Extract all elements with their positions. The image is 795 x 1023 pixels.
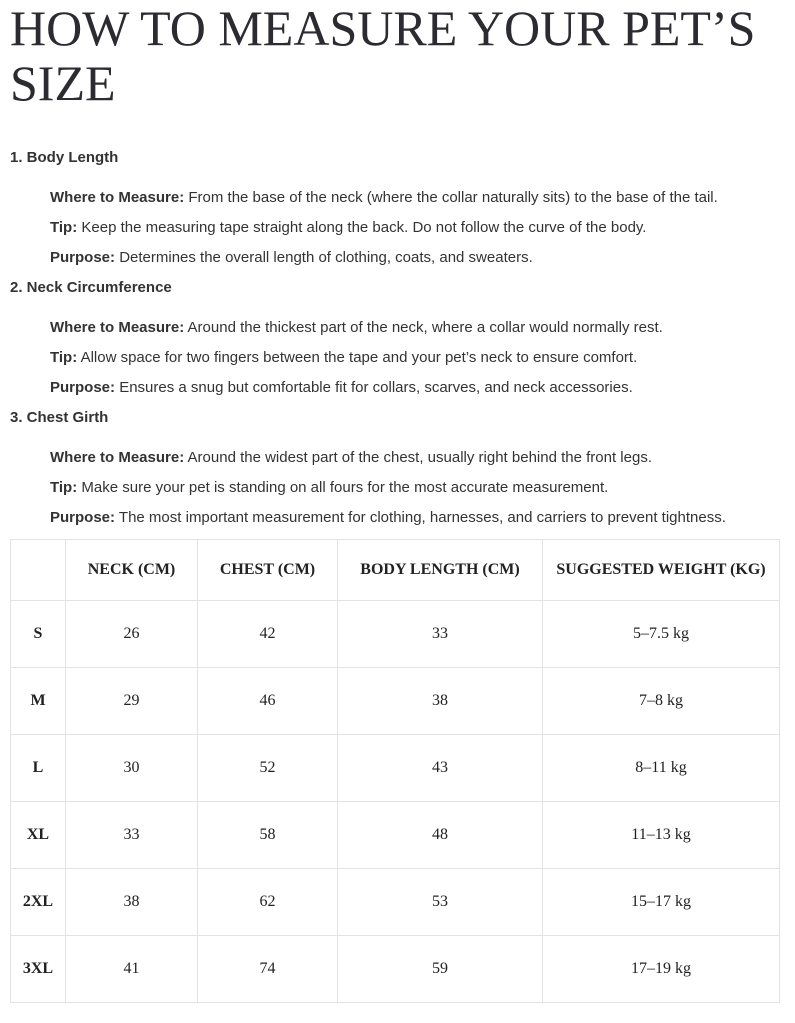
- table-row: [11, 869, 780, 936]
- table-row: [11, 802, 780, 869]
- body-length-cell: 53: [338, 869, 543, 936]
- measurement-sections: [10, 149, 785, 527]
- column-header: BODY LENGTH (CM): [338, 540, 543, 601]
- size-label-cell: XL: [11, 802, 66, 869]
- item-label: Where to Measure:: [50, 319, 185, 336]
- item-label: Where to Measure:: [50, 189, 185, 206]
- neck-cell: 41: [66, 936, 198, 1003]
- column-header: [11, 540, 66, 601]
- chest-cell: 58: [198, 802, 338, 869]
- item-label: Tip:: [50, 479, 78, 496]
- item-label: Where to Measure:: [50, 449, 185, 466]
- measurement-section: [10, 409, 785, 527]
- size-label-cell: S: [11, 601, 66, 668]
- table-row: [11, 735, 780, 802]
- neck-cell: 26: [66, 601, 198, 668]
- weight-cell: 17–19 kg: [543, 936, 780, 1003]
- body-length-cell: 59: [338, 936, 543, 1003]
- section-item: [50, 219, 785, 237]
- neck-cell: 33: [66, 802, 198, 869]
- item-label: Purpose:: [50, 249, 116, 266]
- weight-cell: 8–11 kg: [543, 735, 780, 802]
- chest-cell: 52: [198, 735, 338, 802]
- section-item: [50, 319, 785, 337]
- size-label-cell: M: [11, 668, 66, 735]
- chest-cell: 46: [198, 668, 338, 735]
- weight-cell: 7–8 kg: [543, 668, 780, 735]
- section-heading: 1. Body Length: [10, 149, 119, 166]
- item-text: Around the thickest part of the neck, where a collar would normally rest.: [187, 319, 663, 336]
- page-title: HOW TO MEASURE YOUR PET’S SIZE: [10, 0, 756, 111]
- body-length-cell: 48: [338, 802, 543, 869]
- item-label: Tip:: [50, 349, 78, 366]
- column-header: CHEST (CM): [198, 540, 338, 601]
- item-text: From the base of the neck (where the collar naturally sits) to the base of the tail.: [188, 189, 718, 206]
- neck-cell: 30: [66, 735, 198, 802]
- item-text: The most important measurement for clothing, harnesses, and carriers to prevent tightness.: [118, 509, 726, 526]
- table-row: [11, 668, 780, 735]
- item-label: Purpose:: [50, 509, 116, 526]
- size-label-cell: 2XL: [11, 869, 66, 936]
- item-text: Around the widest part of the chest, usually right behind the front legs.: [187, 449, 652, 466]
- section-item-list: [10, 319, 785, 397]
- item-label: Purpose:: [50, 379, 116, 396]
- size-label-cell: 3XL: [11, 936, 66, 1003]
- measurement-section: [10, 149, 785, 267]
- section-item: [50, 349, 785, 367]
- section-item-list: [10, 449, 785, 527]
- section-heading: 2. Neck Circumference: [10, 279, 172, 296]
- item-text: Determines the overall length of clothing, coats, and sweaters.: [119, 249, 533, 266]
- item-label: Tip:: [50, 219, 78, 236]
- section-item: [50, 449, 785, 467]
- section-item: [50, 189, 785, 207]
- item-text: Allow space for two fingers between the tape and your pet’s neck to ensure comfort.: [80, 349, 638, 366]
- section-item: [50, 379, 785, 397]
- weight-cell: 5–7.5 kg: [543, 601, 780, 668]
- section-item: [50, 249, 785, 267]
- chest-cell: 42: [198, 601, 338, 668]
- table-row: [11, 936, 780, 1003]
- body-length-cell: 33: [338, 601, 543, 668]
- chest-cell: 74: [198, 936, 338, 1003]
- body-length-cell: 38: [338, 668, 543, 735]
- neck-cell: 29: [66, 668, 198, 735]
- item-text: Keep the measuring tape straight along the back. Do not follow the curve of the body.: [81, 219, 647, 236]
- table-row: [11, 601, 780, 668]
- chest-cell: 62: [198, 869, 338, 936]
- size-chart-table: [10, 539, 780, 1003]
- section-heading: 3. Chest Girth: [10, 409, 109, 426]
- weight-cell: 15–17 kg: [543, 869, 780, 936]
- neck-cell: 38: [66, 869, 198, 936]
- column-header: NECK (CM): [66, 540, 198, 601]
- item-text: Make sure your pet is standing on all fours for the most accurate measurement.: [81, 479, 609, 496]
- body-length-cell: 43: [338, 735, 543, 802]
- section-item: [50, 509, 785, 527]
- table-header-row: [11, 540, 780, 601]
- measurement-section: [10, 279, 785, 397]
- size-label-cell: L: [11, 735, 66, 802]
- item-text: Ensures a snug but comfortable fit for collars, scarves, and neck accessories.: [119, 379, 633, 396]
- section-item-list: [10, 189, 785, 267]
- section-item: [50, 479, 785, 497]
- weight-cell: 11–13 kg: [543, 802, 780, 869]
- column-header: SUGGESTED WEIGHT (KG): [543, 540, 780, 601]
